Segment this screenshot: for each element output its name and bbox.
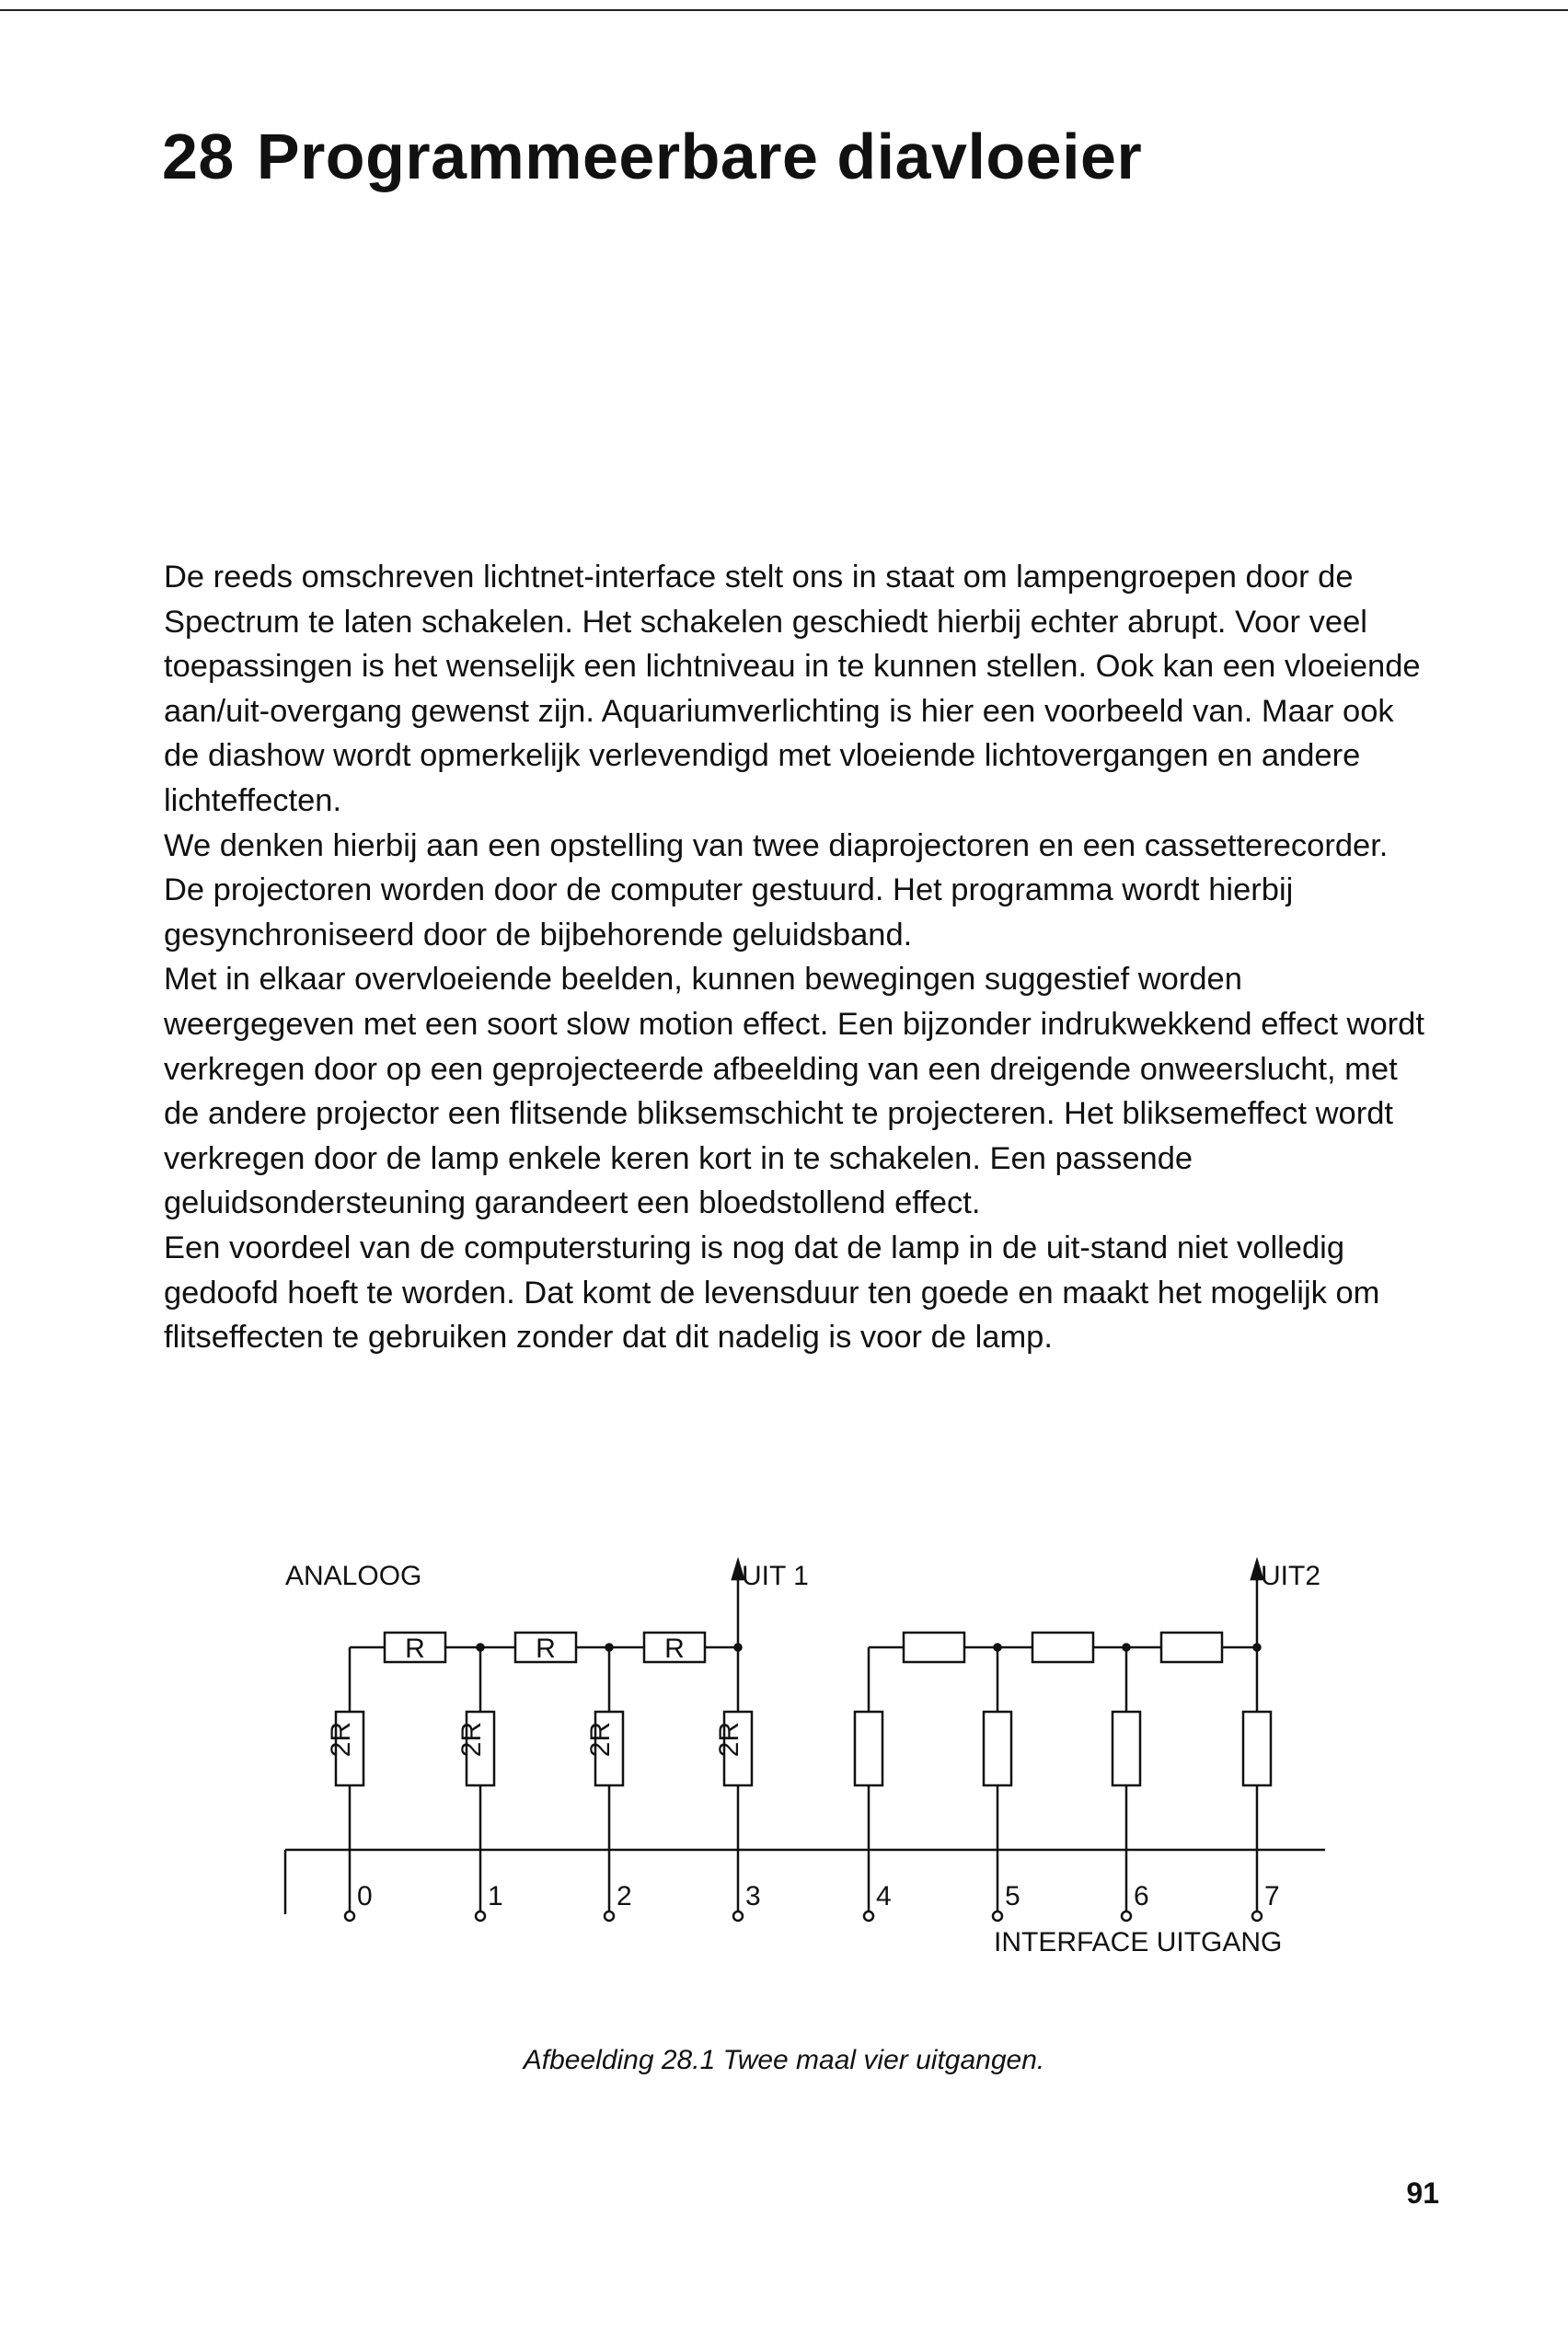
pin-terminal: [733, 1911, 743, 1921]
pin-terminal: [1252, 1911, 1262, 1921]
pin-terminal: [1122, 1911, 1131, 1921]
circuit-diagram: [276, 1546, 1334, 1997]
body-text: [164, 555, 1430, 1360]
chapter-title-text: Programmeerbare diavloeier: [256, 121, 1143, 192]
top-rule: [0, 9, 1568, 11]
figure-caption: Afbeelding 28.1 Twee maal vier uitgangen.: [523, 2045, 1045, 2075]
shunt-resistor-label: 2R: [326, 1721, 356, 1758]
shunt-resistor: [1113, 1712, 1140, 1785]
junction-dot: [478, 1645, 484, 1651]
series-resistor: [1032, 1633, 1093, 1662]
pin-label: 6: [1134, 1881, 1149, 1911]
paragraph: De reeds omschreven lichtnet-interface stelt ons in staat om lampengroepen door de Spectrum te laten schakelen. Het schakelen geschiedt hierbij echter abrupt. Voor veel toepassingen is het wenselijk een lichtniveau in te kunnen stellen. Ook kan een vloeiende aan/uit-overgang gewenst zijn. Aquariumverlichting is hier een voorbeeld van. Maar ook de diashow wordt opmerkelijk verlevendigd met vloeiende lichtovergangen en andere lichteffecten.: [164, 560, 1421, 818]
shunt-resistor: [855, 1712, 882, 1785]
pin-label: 2: [617, 1881, 632, 1911]
pin-terminal: [476, 1911, 485, 1921]
junction-dot: [1254, 1645, 1261, 1651]
paragraph: Een voordeel van de computersturing is nog dat de lamp in de uit-stand niet volledig gedoofd hoeft te worden. Dat komt de levensduur ten goede en maakt het mogelijk om flitseffecten te gebruiken zonder dat dit nadelig is voor de lamp.: [164, 1230, 1380, 1356]
pin-terminal: [993, 1911, 1002, 1921]
chapter-title: [162, 120, 1142, 193]
pin-terminal: [345, 1911, 354, 1921]
series-resistor-label: R: [536, 1634, 556, 1664]
page-number: 91: [1406, 2177, 1439, 2210]
series-resistor: [904, 1633, 964, 1662]
uit2-label: UIT2: [1261, 1561, 1321, 1591]
junction-dot: [1124, 1645, 1130, 1651]
shunt-resistor: [1243, 1712, 1271, 1785]
pin-label: 1: [488, 1881, 503, 1911]
pin-label: 5: [1005, 1881, 1020, 1911]
shunt-resistor-label: 2R: [714, 1721, 744, 1758]
analog-label: ANALOOG: [285, 1561, 422, 1591]
pin-terminal: [864, 1911, 873, 1921]
chapter-number: 28: [162, 121, 235, 192]
junction-dot: [995, 1645, 1001, 1651]
pin-terminal: [605, 1911, 614, 1921]
shunt-resistor: [984, 1712, 1011, 1785]
pin-label: 7: [1264, 1881, 1280, 1911]
series-resistor: [1161, 1633, 1222, 1662]
circuit-svg: [276, 1546, 1334, 1997]
series-resistor-label: R: [405, 1634, 425, 1664]
paragraph: Met in elkaar overvloeiende beelden, kunnen bewegingen suggestief worden weergegeven met een soort slow motion effect. Een bijzonder indrukwekkend effect wordt verkregen door op een geprojecteerde afbeelding van een dreigende onweerslucht, met de andere projector een flitsende bliksemschicht te projecteren. Het bliksemeffect wordt verkregen door de lamp enkele keren kort in te schakelen. Een passende geluidsondersteuning garandeert een bloedstollend effect.: [164, 962, 1424, 1221]
pin-label: 4: [876, 1881, 892, 1911]
interface-output-label: INTERFACE UITGANG: [994, 1927, 1283, 1957]
shunt-resistor-label: 2R: [585, 1721, 616, 1758]
junction-dot: [606, 1645, 613, 1651]
paragraph: We denken hierbij aan een opstelling van twee diaprojectoren en een cassetterecorder. De projectoren worden door de computer gestuurd. Het programma wordt hierbij gesynchroniseerd door de bijbehorende geluidsband.: [164, 827, 1389, 953]
junction-dot: [735, 1645, 742, 1651]
series-resistor-label: R: [664, 1634, 685, 1664]
shunt-resistor-label: 2R: [456, 1721, 487, 1758]
uit1-label: UIT 1: [742, 1561, 809, 1591]
pin-label: 0: [357, 1881, 373, 1911]
pin-label: 3: [745, 1881, 761, 1911]
